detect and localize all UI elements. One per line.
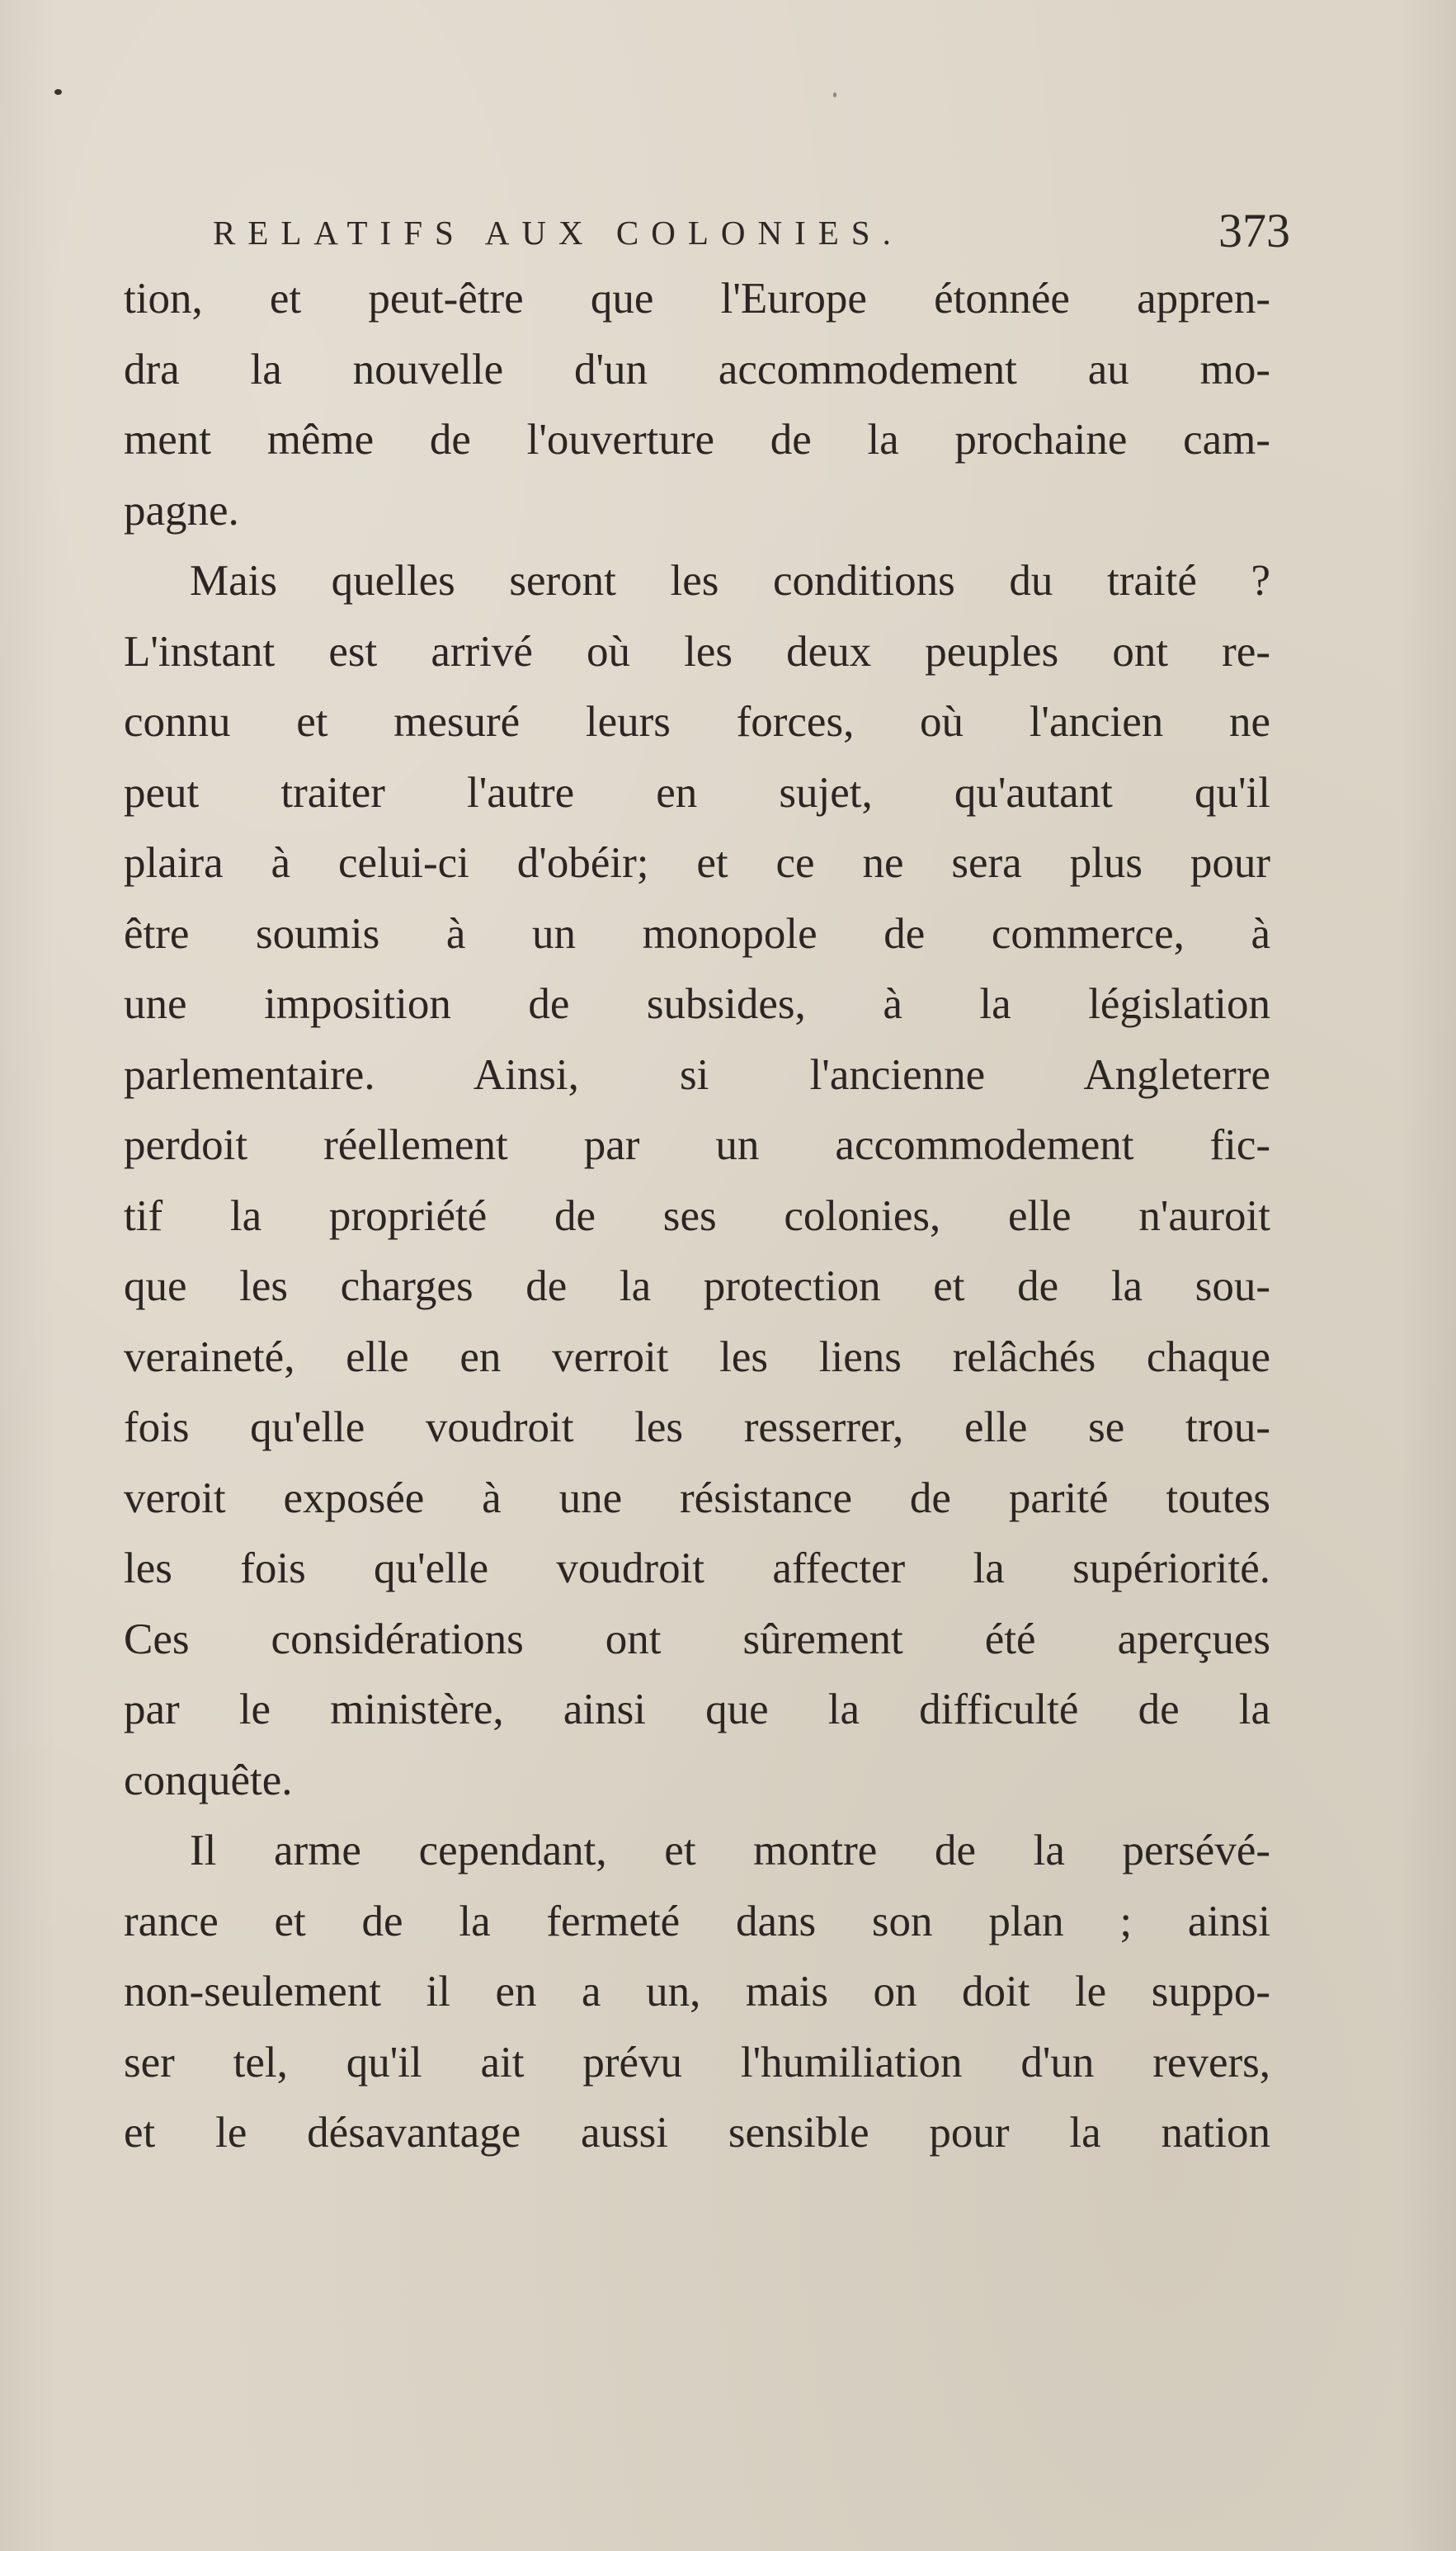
text-line: dra la nouvelle d'un accommodement au mo- — [124, 345, 1270, 394]
text-line: Ces considérations ont sûrement été aperçues — [124, 1615, 1270, 1663]
running-head — [124, 204, 1290, 264]
text-line: que les charges de la protection et de la sou- — [124, 1262, 1270, 1310]
text-line: une imposition de subsides, à la législation — [124, 980, 1270, 1028]
text-line: les fois qu'elle voudroit affecter la supériorité. — [124, 1544, 1270, 1592]
text-line: veroit exposée à une résistance de parité toutes — [124, 1474, 1270, 1522]
text-line: conquête. — [124, 1756, 293, 1804]
text-line: Il arme cependant, et montre de la persévé- — [190, 1827, 1270, 1874]
text-line: parlementaire. Ainsi, si l'ancienne Angleterre — [124, 1050, 1270, 1099]
text-line: ment même de l'ouverture de la prochaine cam- — [124, 416, 1270, 464]
text-line: être soumis à un monopole de commerce, à — [124, 909, 1270, 958]
text-line: plaira à celui-ci d'obéir; et ce ne sera plus pour — [124, 839, 1270, 887]
text-line: et le désavantage aussi sensible pour la nation — [124, 2109, 1270, 2157]
text-line: L'instant est arrivé où les deux peuples ont re- — [124, 627, 1270, 676]
text-line: perdoit réellement par un accommodement fic- — [124, 1121, 1270, 1169]
text-line: par le ministère, ainsi que la difficulté de la — [124, 1686, 1270, 1733]
book-page — [124, 204, 1290, 2169]
text-line: Mais quelles seront les conditions du traité ? — [190, 557, 1270, 605]
text-line: veraineté, elle en verroit les liens relâchés chaque — [124, 1332, 1270, 1381]
text-line: peut traiter l'autre en sujet, qu'autant qu'il — [124, 768, 1270, 817]
running-head-title: RELATIFS AUX COLONIES. — [213, 214, 903, 252]
ink-speck — [54, 89, 62, 95]
text-line: connu et mesuré leurs forces, où l'ancien ne — [124, 698, 1270, 746]
text-line: fois qu'elle voudroit les resserrer, elle se trou- — [124, 1403, 1270, 1451]
page-number: 373 — [1218, 204, 1290, 257]
text-line: tif la propriété de ses colonies, elle n'auroit — [124, 1191, 1270, 1240]
ink-speck — [833, 92, 836, 97]
text-line: pagne. — [124, 486, 239, 535]
text-line: ser tel, qu'il ait prévu l'humiliation d'un revers, — [124, 2038, 1270, 2087]
body-text — [124, 264, 1270, 2169]
text-line: rance et de la fermeté dans son plan ; ainsi — [124, 1897, 1270, 1945]
text-line: non-seulement il en a un, mais on doit le suppo- — [124, 1968, 1270, 2016]
text-line: tion, et peut-être que l'Europe étonnée appren- — [124, 275, 1270, 323]
